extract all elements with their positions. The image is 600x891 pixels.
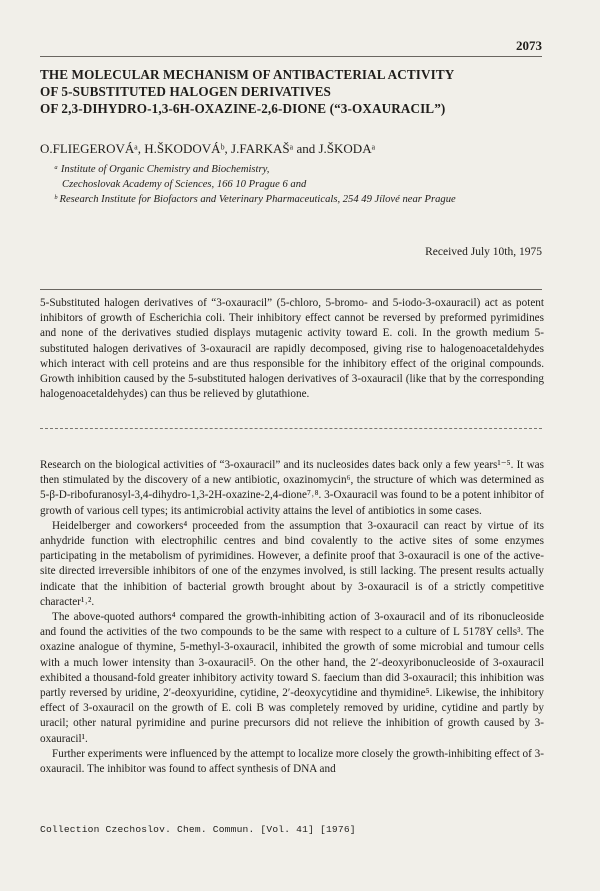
- abstract-top-rule: [40, 289, 542, 290]
- body-paragraph-2: Heidelberger and coworkers⁴ proceeded from the assumption that 3-oxauracil can react by virtue of its anhydride function with electrophilic centres and bind covalently to the active sites of some enzymes participating in the metabolism of pyrimidines. However, a definite proof that 3-oxauracil is one of the active-site directed irreversible inhibitors of one of the enzymes involved, is still lacking. The present results actually indicate that the inhibition of bacterial growth brought about by 3-oxauracil is of a strictly competitive character¹˒².: [40, 519, 544, 608]
- title-line-3: OF 2,3-DIHYDRO-1,3-6H-OXAZINE-2,6-DIONE (“3-OXAURACIL”): [40, 101, 446, 116]
- header-rule: [40, 56, 542, 57]
- abstract-bottom-rule: [40, 428, 542, 429]
- affiliation-a-line-2: Czechoslovak Academy of Sciences, 166 10 Prague 6 and: [62, 179, 307, 190]
- abstract: 5-Substituted halogen derivatives of “3-oxauracil” (5-chloro, 5-bromo- and 5-iodo-3-oxauracil) act as potent inhibitors of growth of Escherichia coli. Their inhibitory effect cannot be reversed by preformed pyrimidines and none of the derivatives studied displays mutagenic activity toward E. coli. In the growth medium 5-substituted halogen derivatives of 3-oxauracil are rapidly decomposed, giving rise to halogenoacetaldehydes which interact with cell proteins and are thus responsible for the inhibitory effect of the original compounds. Growth inhibition caused by the 5-substituted halogen derivatives of 3-oxauracil (like that by the corresponding halogenoacetaldehydes) can thus be relieved by glutathione.: [40, 297, 544, 401]
- article-body: [40, 458, 544, 777]
- body-paragraph-1: Research on the biological activities of “3-oxauracil” and its nucleosides dates back only a few years¹⁻⁵. It was then stimulated by the discovery of a new antibiotic, oxazinomycin⁶, the structure of which was determined as 5-β-D-ribofuranosyl-3,4-dihydro-1,3-2H-oxazine-2,4-dione⁷˒⁸. 3-Oxauracil was found to be a potent inhibitor of growth of various cell types; its antimicrobial activity attains the level of antibiotics in some cases.: [40, 459, 544, 517]
- body-paragraph-3: The above-quoted authors⁴ compared the growth-inhibiting action of 3-oxauracil and of its ribonucleoside and found the activities of the two compounds to be the same with respect to a culture of L 5178Y cells³. The oxazine analogue of thymine, 5-methyl-3-oxauracil, inhibited the growth of some microbial and tumour cells with a much lower intensity than 3-oxauracil⁵. On the other hand, the 2′-deoxyribonucleoside of 3-oxauracil exhibited a thousand-fold greater inhibitory activity toward S. faecium than did 3-oxauracil; this inhibition was partly reversed by uridine, 2′-deoxyuridine, cytidine, 2′-deoxycytidine and thymidine⁵. Likewise, the inhibitory effect of 3-oxauracil on the growth of E. coli B was completely removed by uridine, cytidine and partly by uracil; other natural pyrimidine and purine precursors did not relieve the inhibition of growth caused by 3-oxauracil¹.: [40, 611, 544, 745]
- author-list: O.FLIEGEROVÁᵃ, H.ŠKODOVÁᵇ, J.FARKAŠᵃ and J.ŠKODAᵃ: [40, 141, 376, 156]
- article-title: [40, 66, 550, 117]
- affiliation-b: ᵇ Research Institute for Biofactors and Veterinary Pharmaceuticals, 254 49 Jílové near Prague: [54, 194, 456, 205]
- affiliations: [54, 162, 560, 207]
- journal-footer: Collection Czechoslov. Chem. Commun. [Vol. 41] [1976]: [40, 824, 356, 835]
- affiliation-a-line-1: ᵃ Institute of Organic Chemistry and Biochemistry,: [54, 164, 270, 175]
- title-line-1: THE MOLECULAR MECHANISM OF ANTIBACTERIAL ACTIVITY: [40, 67, 455, 82]
- received-date: Received July 10th, 1975: [425, 246, 542, 258]
- title-line-2: OF 5-SUBSTITUTED HALOGEN DERIVATIVES: [40, 84, 331, 99]
- page-number: 2073: [516, 38, 542, 53]
- body-paragraph-4: Further experiments were influenced by the attempt to localize more closely the growth-inhibiting effect of 3-oxauracil. The inhibitor was found to affect synthesis of DNA and: [40, 747, 544, 776]
